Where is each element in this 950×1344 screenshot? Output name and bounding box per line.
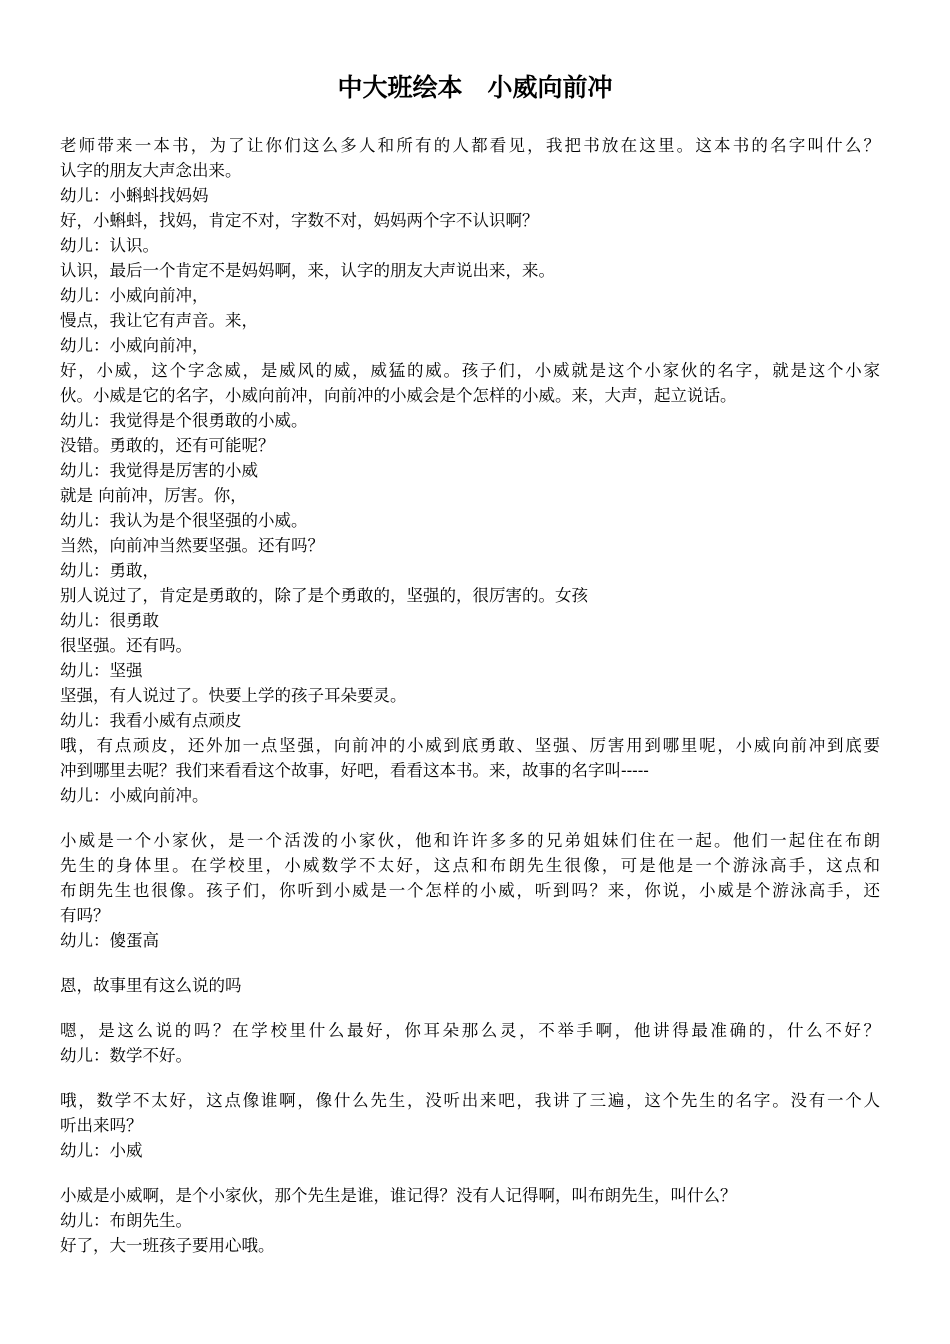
text-line: 有吗？ (60, 906, 110, 925)
text-line: 慢点，我让它有声音。来， (60, 311, 258, 330)
text-line: 好了，大一班孩子要用心哦。 (60, 1236, 275, 1255)
text-line: 嗯，是这么说的吗？在学校里什么最好，你耳朵那么灵，不举手啊，他讲得最准确的，什么不好？ (60, 1021, 880, 1040)
text-line: 恩，故事里有这么说的吗 (60, 976, 242, 995)
text-line: 幼儿：小威向前冲。 (60, 786, 209, 805)
paragraph-gap (60, 808, 880, 828)
document-title: 中大班绘本 小威向前冲 (337, 73, 613, 102)
paragraph-gap (60, 998, 880, 1018)
text-line: 幼儿：小蝌蚪找妈妈 (60, 186, 209, 205)
text-line: 别人说过了，肯定是勇敢的，除了是个勇敢的，坚强的，很厉害的。女孩 (60, 586, 588, 605)
text-line: 认识，最后一个肯定不是妈妈啊，来，认字的朋友大声说出来，来。 (60, 261, 555, 280)
text-line: 坚强，有人说过了。快要上学的孩子耳朵要灵。 (60, 686, 407, 705)
text-line: 幼儿：小威向前冲， (60, 336, 209, 355)
paragraph-gap (60, 1068, 880, 1088)
text-line: 听出来吗？ (60, 1116, 143, 1135)
text-line: 幼儿：我认为是个很坚强的小威。 (60, 511, 308, 530)
text-line: 伙。小威是它的名字，小威向前冲，向前冲的小威会是个怎样的小威。来，大声，起立说话。 (60, 386, 737, 405)
text-line: 幼儿：布朗先生。 (60, 1211, 192, 1230)
text-line: 幼儿：认识。 (60, 236, 159, 255)
text-line: 先生的身体里。在学校里，小威数学不太好，这点和布朗先生很像，可是他是一个游泳高手，这点和 (60, 856, 880, 875)
paragraph-gap (60, 953, 880, 973)
paragraph-gap (60, 1163, 880, 1183)
text-line: 好，小蝌蚪，找妈，肯定不对，字数不对，妈妈两个字不认识啊？ (60, 211, 539, 230)
text-line: 幼儿：我觉得是个很勇敢的小威。 (60, 411, 308, 430)
text-line: 哦，数学不太好，这点像谁啊，像什么先生，没听出来吧，我讲了三遍，这个先生的名字。没有一个人 (60, 1091, 880, 1110)
text-line: 哦，有点顽皮，还外加一点坚强，向前冲的小威到底勇敢、坚强、厉害用到哪里呢，小威向前冲到底要 (60, 736, 880, 755)
text-line: 小威是小威啊，是个小家伙，那个先生是谁，谁记得？没有人记得啊，叫布朗先生，叫什么？ (60, 1186, 737, 1205)
text-line: 幼儿：我觉得是厉害的小威 (60, 461, 258, 480)
text-line: 小威是一个小家伙，是一个活泼的小家伙，他和许许多多的兄弟姐妹们住在一起。他们一起住在布朗 (60, 831, 880, 850)
text-line: 当然，向前冲当然要坚强。还有吗？ (60, 536, 324, 555)
text-line: 幼儿：数学不好。 (60, 1046, 192, 1065)
document-body (60, 133, 880, 1258)
text-line: 幼儿：小威 (60, 1141, 143, 1160)
text-line: 幼儿：很勇敢 (60, 611, 159, 630)
text-line: 好，小威，这个字念威，是威风的威，威猛的威。孩子们，小威就是这个小家伙的名字，就是这个小家 (60, 361, 880, 380)
text-line: 就是 向前冲，厉害。你， (60, 486, 247, 505)
text-line: 老师带来一本书，为了让你们这么多人和所有的人都看见，我把书放在这里。这本书的名字叫什么？ (60, 136, 880, 155)
text-line: 幼儿：小威向前冲， (60, 286, 209, 305)
text-line: 很坚强。还有吗。 (60, 636, 192, 655)
text-line: 幼儿：坚强 (60, 661, 143, 680)
text-line: 冲到哪里去呢？我们来看看这个故事，好吧，看看这本书。来，故事的名字叫----- (60, 761, 649, 780)
text-line: 幼儿：我看小威有点顽皮 (60, 711, 242, 730)
text-line: 布朗先生也很像。孩子们，你听到小威是一个怎样的小威，听到吗？来，你说，小威是个游泳高手，还 (60, 881, 880, 900)
text-line: 没错。勇敢的，还有可能呢？ (60, 436, 275, 455)
text-line: 幼儿：傻蛋高 (60, 931, 159, 950)
text-line: 幼儿：勇敢， (60, 561, 159, 580)
text-line: 认字的朋友大声念出来。 (60, 161, 242, 180)
